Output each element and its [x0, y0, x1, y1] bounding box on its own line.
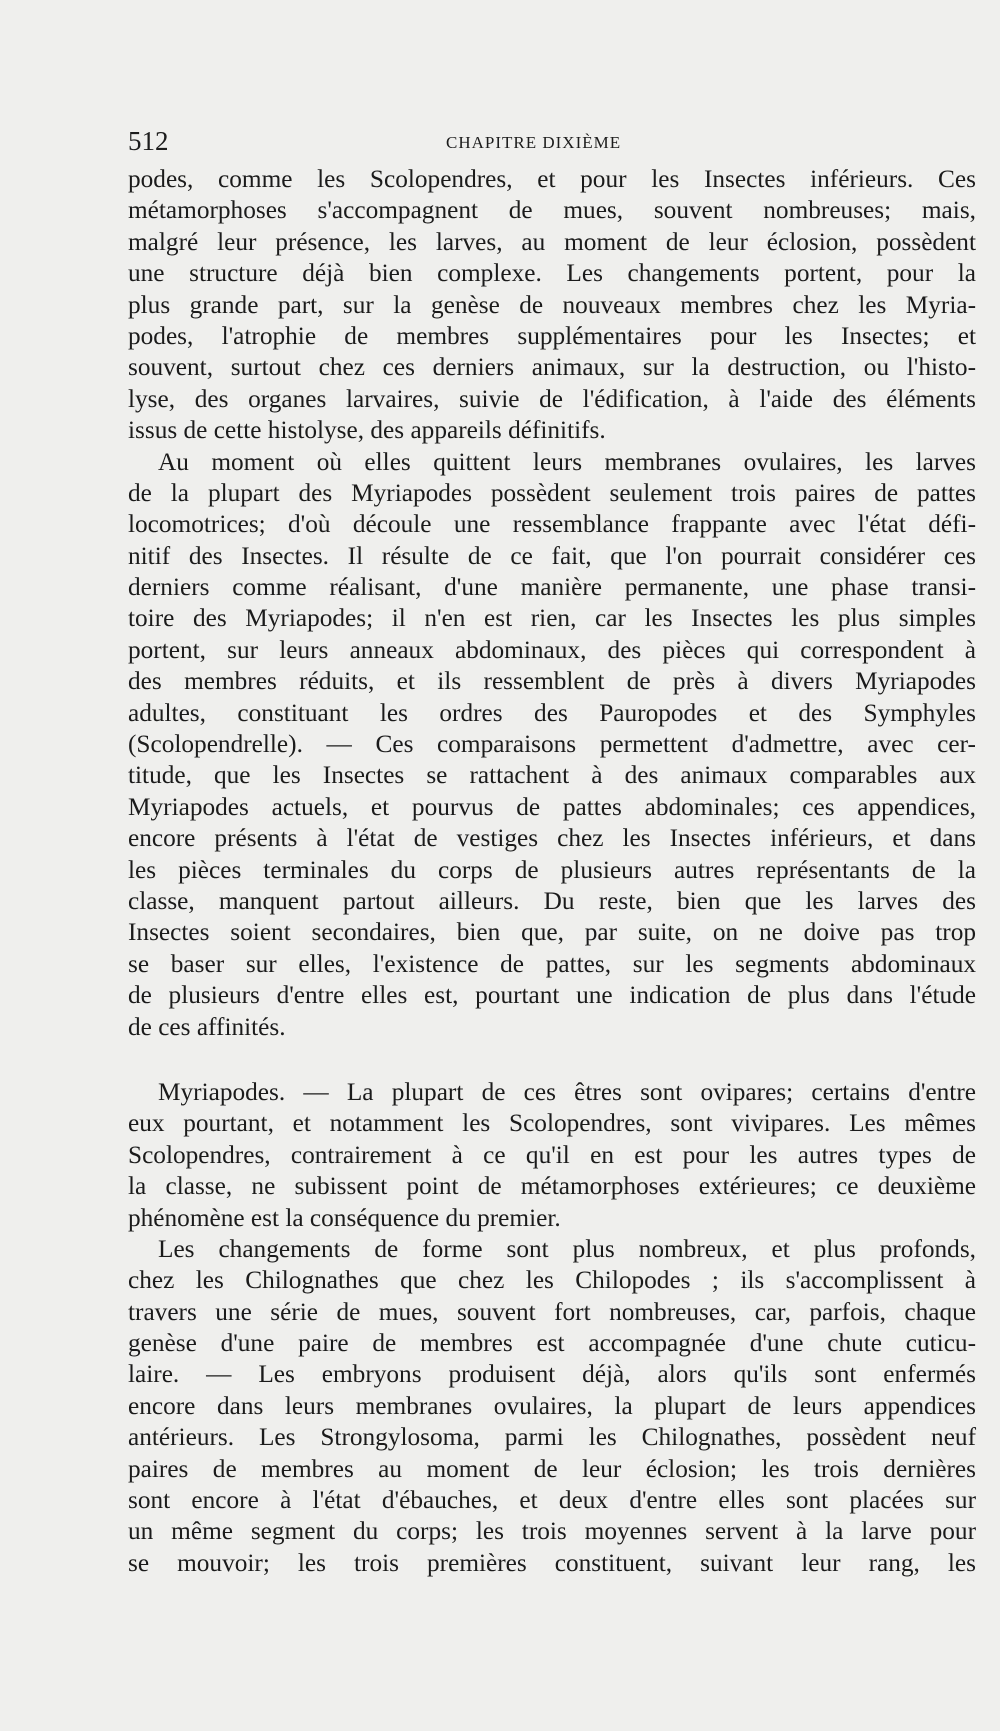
text-line: Au moment où elles quittent leurs membranes ovulaires, les larves — [158, 447, 976, 476]
text-line: toire des Myriapodes; il n'en est rien, car les Insectes les plus simples — [128, 604, 976, 633]
text-line: sont encore à l'état d'ébauches, et deux d'entre elles sont placées sur — [128, 1486, 976, 1515]
text-line: nitif des Insectes. Il résulte de ce fait, que l'on pourrait considérer ces — [128, 541, 976, 570]
text-line: Myriapodes. — La plupart de ces êtres sont ovipares; certains d'entre — [158, 1077, 976, 1106]
text-line: malgré leur présence, les larves, au moment de leur éclosion, possèdent — [128, 227, 976, 256]
text-line: Les changements de forme sont plus nombreux, et plus profonds, — [158, 1234, 976, 1263]
page-number: 512 — [128, 126, 169, 156]
page-header — [128, 126, 880, 160]
text-line: issus de cette histolyse, des appareils définitifs. — [128, 416, 606, 445]
text-line: les pièces terminales du corps de plusieurs autres représentants de la — [128, 855, 976, 884]
text-line: adultes, constituant les ordres des Pauropodes et des Symphyles — [128, 698, 976, 727]
text-line: de la plupart des Myriapodes possèdent seulement trois paires de pattes — [128, 478, 976, 507]
text-line: souvent, surtout chez ces derniers animaux, sur la destruction, ou l'histo- — [128, 353, 976, 382]
text-line: de plusieurs d'entre elles est, pourtant une indication de plus dans l'étude — [128, 981, 976, 1010]
text-line: des membres réduits, et ils ressemblent de près à divers Myriapodes — [128, 667, 976, 696]
text-line: une structure déjà bien complexe. Les changements portent, pour la — [128, 259, 976, 288]
running-head: CHAPITRE DIXIÈME — [446, 133, 622, 152]
text-line: lyse, des organes larvaires, suivie de l'édification, à l'aide des éléments — [128, 384, 976, 413]
text-line: travers une série de mues, souvent fort nombreuses, car, parfois, chaque — [128, 1297, 976, 1326]
text-line: Myriapodes actuels, et pourvus de pattes abdominales; ces appendices, — [128, 792, 976, 821]
text-line: laire. — Les embryons produisent déjà, alors qu'ils sont enfermés — [128, 1360, 976, 1389]
text-line: métamorphoses s'accompagnent de mues, souvent nombreuses; mais, — [128, 196, 976, 225]
text-line: derniers comme réalisant, d'une manière permanente, une phase transi- — [128, 573, 976, 602]
body-text — [128, 164, 976, 1579]
text-line: la classe, ne subissent point de métamorphoses extérieures; ce deuxième — [128, 1172, 976, 1201]
text-line: locomotrices; d'où découle une ressemblance frappante avec l'état défi- — [128, 510, 976, 539]
text-line: se baser sur elles, l'existence de pattes, sur les segments abdominaux — [128, 949, 976, 978]
text-line: podes, l'atrophie de membres supplémentaires pour les Insectes; et — [128, 321, 976, 350]
text-line: eux pourtant, et notamment les Scolopendres, sont vivipares. Les mêmes — [128, 1109, 976, 1138]
text-line: antérieurs. Les Strongylosoma, parmi les Chilognathes, possèdent neuf — [128, 1423, 976, 1452]
text-line: titude, que les Insectes se rattachent à des animaux comparables aux — [128, 761, 976, 790]
text-line: Insectes soient secondaires, bien que, par suite, on ne doive pas trop — [128, 918, 976, 947]
text-line: Scolopendres, contrairement à ce qu'il en est pour les autres types de — [128, 1140, 976, 1169]
text-line: portent, sur leurs anneaux abdominaux, des pièces qui correspondent à — [128, 635, 976, 664]
text-line: plus grande part, sur la genèse de nouveaux membres chez les Myria- — [128, 290, 976, 319]
text-line: de ces affinités. — [128, 1012, 286, 1041]
text-line: phénomène est la conséquence du premier. — [128, 1203, 561, 1232]
text-line: classe, manquent partout ailleurs. Du reste, bien que les larves des — [128, 886, 976, 915]
text-line: paires de membres au moment de leur éclosion; les trois dernières — [128, 1454, 976, 1483]
text-line: podes, comme les Scolopendres, et pour les Insectes inférieurs. Ces — [128, 165, 976, 193]
paragraph-gap — [128, 1043, 976, 1077]
text-line: se mouvoir; les trois premières constituent, suivant leur rang, les — [128, 1548, 976, 1577]
text-line: chez les Chilognathes que chez les Chilopodes ; ils s'accomplissent à — [128, 1266, 976, 1295]
text-line: un même segment du corps; les trois moyennes servent à la larve pour — [128, 1517, 976, 1546]
text-line: encore présents à l'état de vestiges chez les Insectes inférieurs, et dans — [128, 824, 976, 853]
text-line: genèse d'une paire de membres est accompagnée d'une chute cuticu- — [128, 1329, 976, 1358]
text-line: (Scolopendrelle). — Ces comparaisons permettent d'admettre, avec cer- — [128, 730, 976, 759]
text-line: encore dans leurs membranes ovulaires, la plupart de leurs appendices — [128, 1391, 976, 1420]
